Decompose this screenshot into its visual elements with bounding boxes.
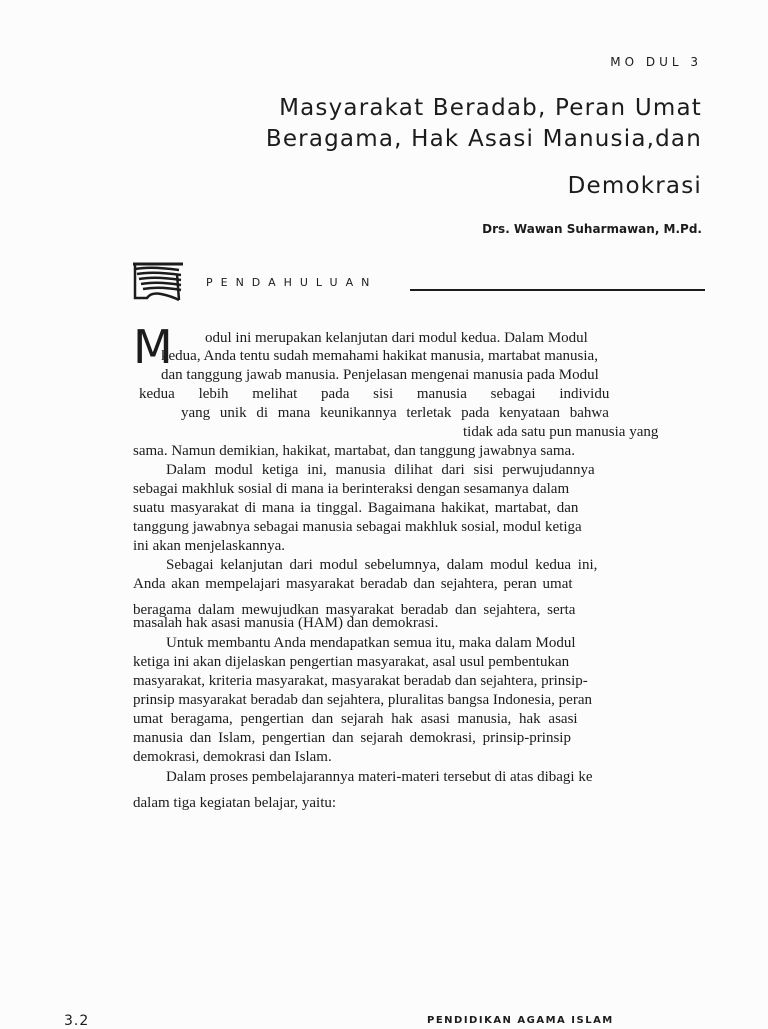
body-line: prinsip masyarakat beradab dan sejahtera, pluralitas bangsa Indonesia, peran xyxy=(133,692,592,708)
body-line: Sebagai kelanjutan dari modul sebelumnya, dalam modul kedua ini, xyxy=(166,557,598,573)
body-line: sebagai makhluk sosial di mana ia berinteraksi dengan sesamanya dalam xyxy=(133,481,570,497)
body-line: demokrasi, demokrasi dan Islam. xyxy=(133,749,332,765)
body-line: umat beragama, pengertian dan sejarah hak asasi manusia, hak asasi xyxy=(133,711,578,727)
section-label: PENDAHULUAN xyxy=(206,276,378,289)
body-line: yang unik di mana keunikannya terletak pada kenyataan bahwa xyxy=(181,405,609,421)
drop-cap: M xyxy=(133,320,173,374)
footer-page-number: 3.2 xyxy=(64,1013,90,1029)
body-line: Anda akan mempelajari masyarakat beradab dan sejahtera, peran umat xyxy=(133,576,573,592)
body-line: dan tanggung jawab manusia. Penjelasan mengenai manusia pada Modul xyxy=(161,367,599,383)
body-line: kedua lebih melihat pada sisi manusia sebagai individu xyxy=(139,386,610,402)
body-line: masalah hak asasi manusia (HAM) dan demokrasi. xyxy=(133,615,439,631)
body-line: manusia dan Islam, pengertian dan sejarah demokrasi, prinsip-prinsip xyxy=(133,730,571,746)
footer-course: PENDIDIKAN AGAMA ISLAM xyxy=(427,1015,614,1026)
title-line: Beragama, Hak Asasi Manusia,dan xyxy=(265,126,702,152)
modul-label: MO DUL 3 xyxy=(610,55,702,69)
body-line: masyarakat, kriteria masyarakat, masyarakat beradab dan sejahtera, prinsip- xyxy=(133,673,588,689)
body-line: sama. Namun demikian, hakikat, martabat, dan tanggung jawabnya sama. xyxy=(133,443,575,459)
body-line: dalam tiga kegiatan belajar, yaitu: xyxy=(133,795,337,811)
body-line: Untuk membantu Anda mendapatkan semua itu, maka dalam Modul xyxy=(166,635,576,651)
body-line: kedua, Anda tentu sudah memahami hakikat manusia, martabat manusia, xyxy=(161,348,598,364)
module-title xyxy=(182,93,702,202)
body-line: suatu masyarakat di mana ia tinggal. Bagaimana hakikat, martabat, dan xyxy=(133,500,579,516)
open-book-icon xyxy=(131,262,186,302)
body-line: ini akan menjelaskannya. xyxy=(133,538,286,554)
title-line: Demokrasi xyxy=(567,173,702,199)
author: Drs. Wawan Suharmawan, M.Pd. xyxy=(482,222,702,236)
body-line: beragama dalam mewujudkan masyarakat beradab dan sejahtera, serta xyxy=(133,602,576,618)
title-line: Masyarakat Beradab, Peran Umat xyxy=(279,95,702,121)
body-line: tanggung jawabnya sebagai manusia sebagai makhluk sosial, modul ketiga xyxy=(133,519,582,535)
body-line: odul ini merupakan kelanjutan dari modul kedua. Dalam Modul xyxy=(205,330,588,346)
body-line: tidak ada satu pun manusia yang xyxy=(463,424,659,440)
body-line: Dalam proses pembelajarannya materi-materi tersebut di atas dibagi ke xyxy=(166,769,593,785)
body-line: ketiga ini akan dijelaskan pengertian masyarakat, asal usul pembentukan xyxy=(133,654,570,670)
section-rule xyxy=(410,289,705,291)
body-line: Dalam modul ketiga ini, manusia dilihat dari sisi perwujudannya xyxy=(166,462,595,478)
